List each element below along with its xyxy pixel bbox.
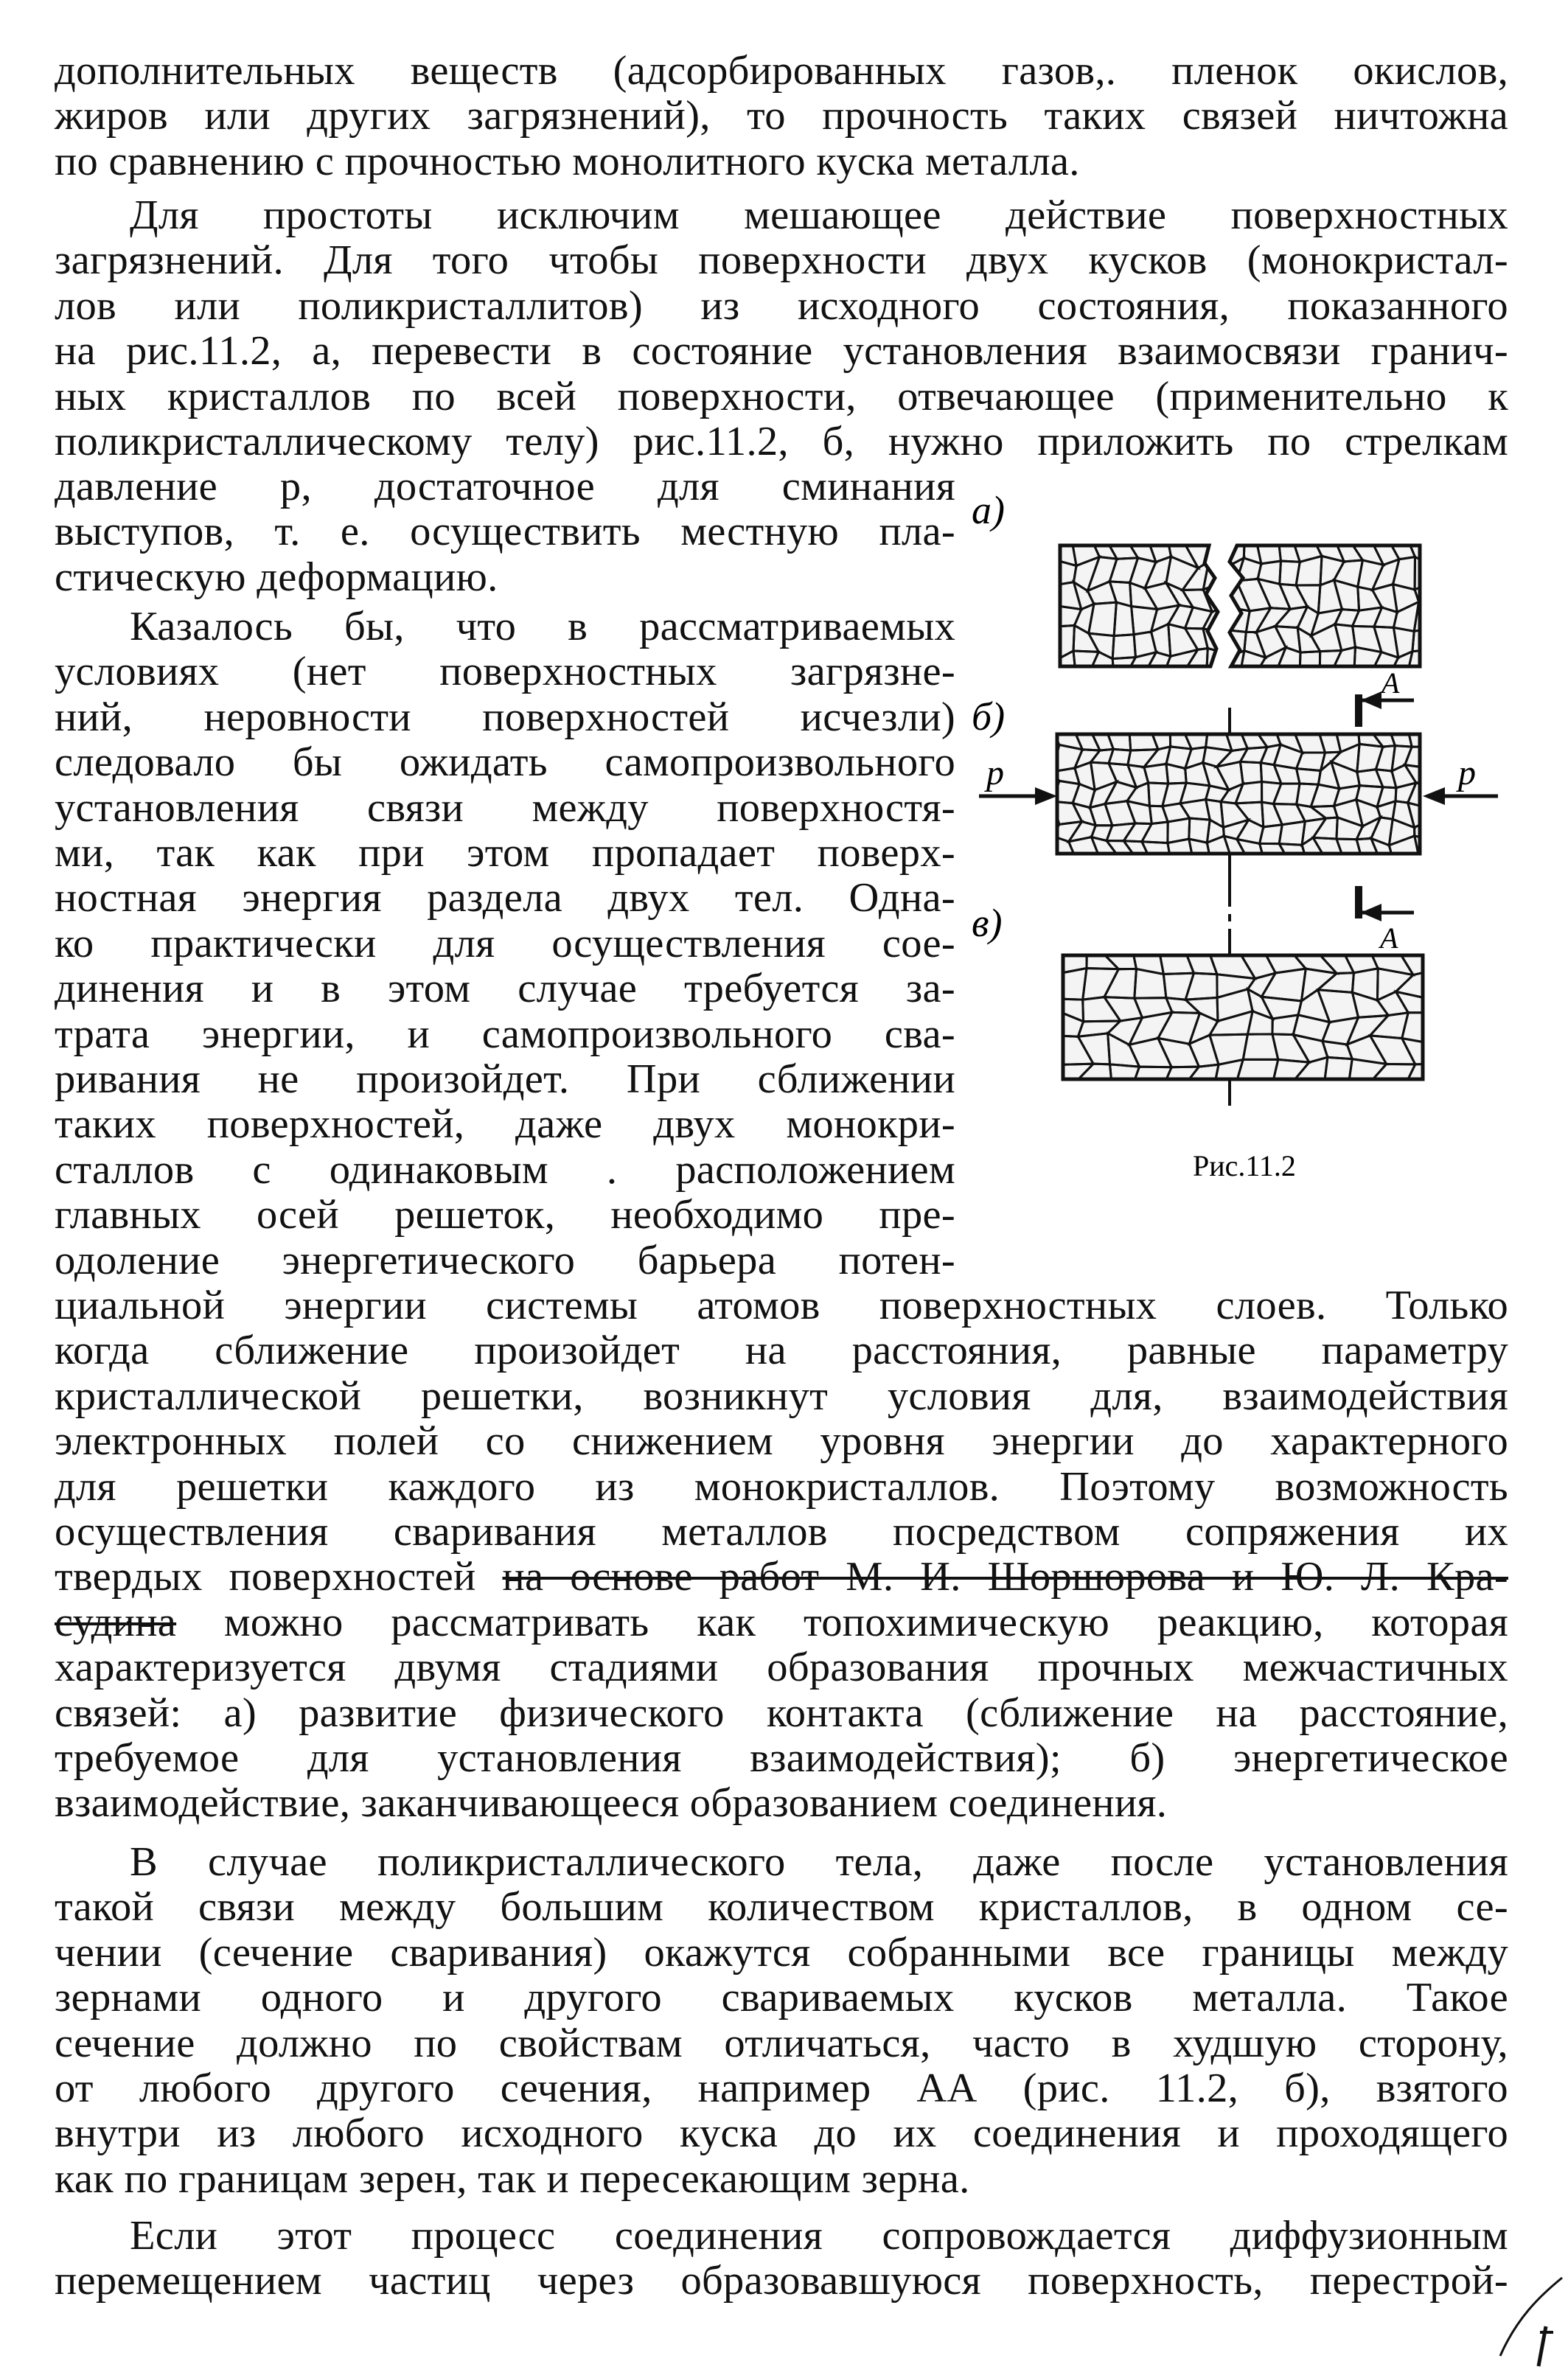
text-line: В случае поликристаллического тела, даже после установления — [130, 1839, 1508, 1885]
paragraph-4 — [55, 1840, 1508, 2202]
page-corner-mark — [1494, 2275, 1568, 2378]
text-line: на рис.11.2, а, перевести в состояние установления взаимосвязи гранич- — [55, 328, 1508, 374]
paragraph-1 — [55, 49, 1508, 184]
struck-text: на основе работ М. И. Шоршорова и Ю. Л. Кра- — [502, 1554, 1508, 1600]
text-line: связей: а) развитие физического контакта (сближение на расстояние, — [55, 1690, 1508, 1736]
force-label-left: p — [986, 753, 1004, 792]
text-line: жиров или других загрязнений), то прочность таких связей ничтожна — [55, 93, 1508, 139]
paragraph-2 — [55, 193, 1508, 464]
text-line: лов или поликристаллитов) из исходного состояния, показанного — [55, 282, 1508, 329]
text-line: ми, так как при этом пропадает поверх- — [55, 830, 955, 876]
text-line: циальной энергии системы атомов поверхностных слоев. Только — [55, 1283, 1508, 1328]
text-line: для решетки каждого из монокристаллов. Поэтому возможность — [55, 1463, 1508, 1510]
text-line: сталлов с одинаковым . расположением — [55, 1146, 955, 1193]
text-line: ных кристаллов по всей поверхности, отвечающее (применительно к — [55, 373, 1508, 419]
text-line: Если этот процесс соединения сопровождается диффузионным — [130, 2213, 1508, 2259]
text-line: одоление энергетического барьера потен- — [55, 1237, 955, 1283]
text-line: перемещением частиц через образовавшуюся поверхность, перестрой- — [55, 2258, 1508, 2304]
text-line — [55, 1555, 1508, 1600]
text-line: кристаллической решетки, возникнут условия для, взаимодействия — [55, 1373, 1508, 1419]
text-line: главных осей решеток, необходимо пре- — [55, 1192, 955, 1238]
specimen-initial-state — [1053, 538, 1435, 678]
text-line: по сравнению с прочностью монолитного куска металла. — [55, 138, 1080, 184]
section-label-bottom: A — [1380, 921, 1398, 955]
text-fragment: можно рассматривать как топохимическую реакцию, которая — [223, 1599, 1508, 1645]
text-line: ко практически для осуществления сое- — [55, 920, 955, 966]
text-line: условиях (нет поверхностных загрязне- — [55, 649, 955, 695]
text-line: чении (сечение сваривания) окажутся собранными все границы между — [55, 1929, 1508, 1976]
text-line: ностная энергия раздела двух тел. Одна- — [55, 875, 955, 921]
text-line: ний, неровности поверхностей исчезли) — [55, 694, 955, 740]
text-line: такой связи между большим количеством кристаллов, в одном се- — [55, 1884, 1508, 1931]
text-line: поликристаллическому телу) рис.11.2, б, нужно приложить по стрелкам — [55, 419, 1508, 465]
text-line: выступов, т. е. осуществить местную пла- — [55, 509, 955, 555]
text-line: электронных полей со снижением уровня энергии до характерного — [55, 1418, 1508, 1465]
text-line: таких поверхностей, даже двух монокри- — [55, 1101, 955, 1148]
specimen-welded-state — [1053, 951, 1438, 1084]
text-line: когда сближение произойдет на расстояния, равные параметру — [55, 1328, 1508, 1374]
panel-label-b: б) — [972, 694, 1006, 739]
text-line: сечение должно по свойствам отличаться, часто в худшую сторону, — [55, 2020, 1508, 2066]
paragraph-2-tail — [55, 464, 955, 600]
text-line: установления связи между поверхностя- — [55, 784, 955, 831]
text-line: как по границам зерен, так и пересекающим зерна. — [55, 2155, 970, 2202]
text-line: внутри из любого исходного куска до их соединения и проходящего — [55, 2110, 1508, 2157]
text-line: давление p, достаточное для сминания — [55, 464, 955, 509]
text-line: динения и в этом случае требуется за- — [55, 966, 955, 1012]
section-marker-bottom — [1355, 886, 1414, 921]
text-line: стическую деформацию. — [55, 554, 498, 600]
text-line: характеризуется двумя стадиями образования прочных межчастичных — [55, 1645, 1508, 1691]
text-line: Для простоты исключим мешающее действие поверхностных — [130, 192, 1508, 238]
section-label-top: A — [1381, 666, 1400, 700]
paragraph-3 — [55, 604, 955, 1283]
paragraph-3-continued — [55, 1283, 1508, 1827]
text-line: следовало бы ожидать самопроизвольного — [55, 739, 955, 786]
specimen-pressed-state — [1053, 730, 1435, 862]
text-line: требуемое для установления взаимодействия); б) энергетическое — [55, 1735, 1508, 1782]
text-fragment: твердых поверхностей — [55, 1554, 476, 1600]
text-line: ривания не произойдет. При сближении — [55, 1056, 955, 1103]
text-line: трата энергии, и самопроизвольного сва- — [55, 1011, 955, 1057]
panel-label-a: а) — [972, 488, 1005, 532]
text-line: Казалось бы, что в рассматриваемых — [130, 604, 955, 649]
figure-11-2 — [972, 487, 1476, 1194]
struck-text: судина — [55, 1599, 177, 1645]
text-line: зернами одного и другого свариваемых кусков металла. Такое — [55, 1975, 1508, 2021]
text-line: загрязнений. Для того чтобы поверхности двух кусков (монокристал- — [55, 237, 1508, 284]
text-line: дополнительных веществ (адсорбированных газов,. пленок окислов, — [55, 48, 1508, 94]
text-line: от любого другого сечения, например АА (рис. 11.2, б), взятого — [55, 2065, 1508, 2112]
panel-label-c: в) — [972, 901, 1003, 945]
paragraph-5 — [55, 2214, 1508, 2304]
figure-caption: Рис.11.2 — [1193, 1149, 1296, 1182]
text-line — [55, 1600, 1508, 1645]
force-label-right: p — [1458, 753, 1476, 792]
text-line: осуществления сваривания металлов посредством сопряжения их — [55, 1509, 1508, 1555]
text-line: взаимодействие, заканчивающееся образованием соединения. — [55, 1780, 1168, 1827]
